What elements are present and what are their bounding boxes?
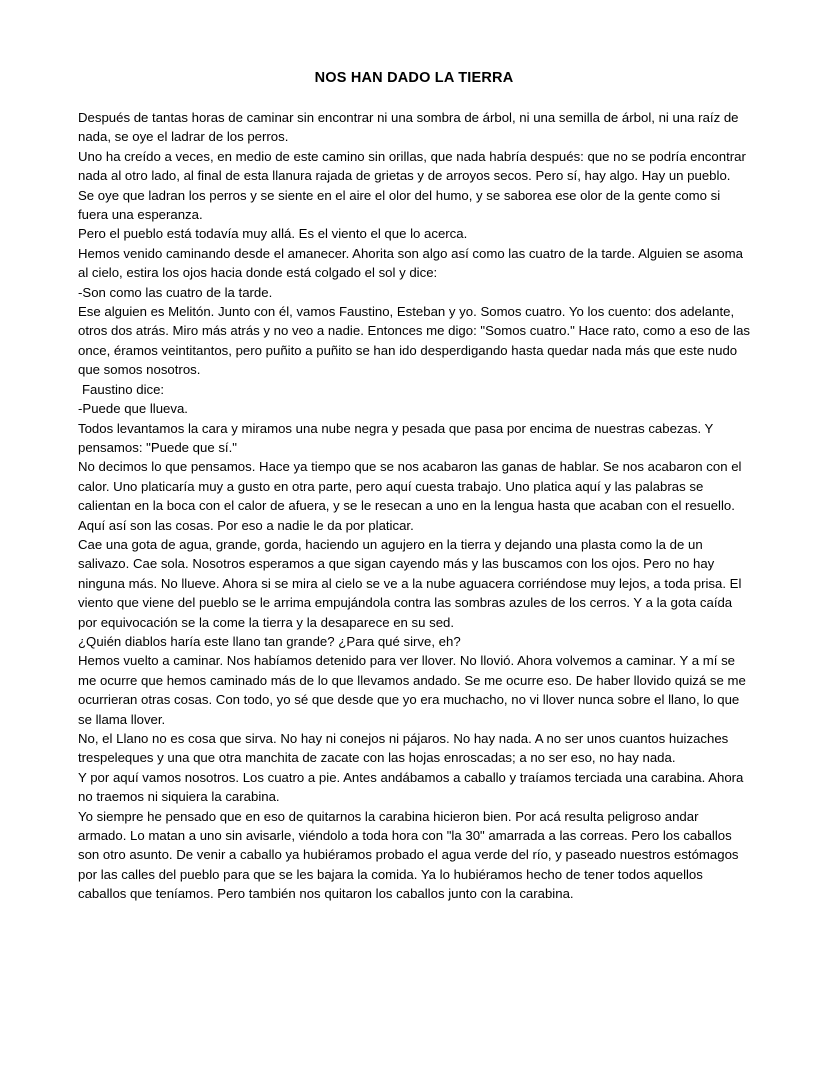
- page-title: NOS HAN DADO LA TIERRA: [314, 70, 514, 86]
- paragraph: Faustino dice:: [82, 381, 165, 397]
- paragraph: Ese alguien es Melitón. Junto con él, vamos Faustino, Esteban y yo. Somos cuatro. Yo los cuento: dos adelante, otros dos atrás. Miro más atrás y no veo a nadie. Entonces me digo: "Somos cuatro." Hace rato, como a eso de las once, éramos veintitantos, pero puñito a puñito se han ido desperdigando hasta quedar nada más que este nudo que somos nosotros.: [78, 304, 750, 378]
- paragraph: Todos levantamos la cara y miramos una nube negra y pesada que pasa por encima de nuestras cabezas. Y pensamos: "Puede que sí.": [78, 420, 714, 455]
- paragraph: Después de tantas horas de caminar sin encontrar ni una sombra de árbol, ni una semilla de árbol, ni una raíz de nada, se oye el ladrar de los perros.: [78, 110, 739, 145]
- paragraph: Y por aquí vamos nosotros. Los cuatro a pie. Antes andábamos a caballo y traíamos terciada una carabina. Ahora no traemos ni siquiera la carabina.: [78, 769, 744, 805]
- document-body: [78, 108, 750, 904]
- paragraph-dialogue: -Son como las cuatro de la tarde.: [78, 284, 273, 300]
- paragraph: No decimos lo que pensamos. Hace ya tiempo que se nos acabaron las ganas de hablar. Se nos acabaron con el calor. Uno platicaría muy a gusto en otra parte, pero aquí cuesta trabajo. Uno platica aquí y las palabras se calientan en la boca con el calor de afuera, y se le resecan a uno en la lengua hasta que acaban con el resuello. Aquí así son las cosas. Por eso a nadie le da por platicar.: [78, 459, 742, 533]
- paragraph: Uno ha creído a veces, en medio de este camino sin orillas, que nada habría después: que no se podría encontrar nada al otro lado, al final de esta llanura rajada de grietas y de arroyos secos. Pero sí, hay algo. Hay un pueblo. Se oye que ladran los perros y se siente en el aire el olor del humo, y se saborea ese olor de la gente como si fuera una esperanza.: [78, 148, 746, 223]
- paragraph: Cae una gota de agua, grande, gorda, haciendo un agujero en la tierra y dejando una plasta como la de un salivazo. Cae sola. Nosotros esperamos a que sigan cayendo más y las buscamos con los ojos. Pero no hay ninguna más. No llueve. Ahora si se mira al cielo se ve a la nube aguacera corriéndose muy lejos, a toda prisa. El viento que viene del pueblo se le arrima empujándola contra las sombras azules de los cerros. Y a la gota caída por equivocación se la come la tierra y la desaparece en su sed.: [78, 536, 742, 630]
- paragraph: Pero el pueblo está todavía muy allá. Es el viento el que lo acerca.: [78, 226, 468, 242]
- paragraph: Yo siempre he pensado que en eso de quitarnos la carabina hicieron bien. Por acá resulta peligroso andar armado. Lo matan a uno sin avisarle, viéndolo a toda hora con "la 30" amarrada a las correas. Pero los caballos son otro asunto. De venir a caballo ya hubiéramos probado el agua verde del río, y paseado nuestros estómagos por las calles del pueblo para que se les bajara la comida. Ya lo hubiéramos hecho de tener todos aquellos caballos que teníamos. Pero también nos quitaron los caballos junto con la carabina.: [78, 808, 739, 902]
- paragraph: Hemos venido caminando desde el amanecer. Ahorita son algo así como las cuatro de la tarde. Alguien se asoma al cielo, estira los ojos hacia donde está colgado el sol y dice:: [78, 245, 743, 281]
- paragraph: No, el Llano no es cosa que sirva. No hay ni conejos ni pájaros. No hay nada. A no ser unos cuantos huizaches trespeleques y una que otra manchita de zacate con las hojas enroscadas; a no ser eso, no hay nada.: [78, 731, 729, 766]
- paragraph-dialogue: -Puede que llueva.: [78, 401, 188, 417]
- paragraph: Hemos vuelto a caminar. Nos habíamos detenido para ver llover. No llovió. Ahora volvemos a caminar. Y a mí se me ocurre que hemos caminado más de lo que llevamos andado. Se me ocurre eso. De haber llovido quizá se me ocurrieran otras cosas. Con todo, yo sé que desde que yo era muchacho, no vi llover nunca sobre el llano, lo que se llama llover.: [78, 653, 746, 727]
- paragraph: ¿Quién diablos haría este llano tan grande? ¿Para qué sirve, eh?: [78, 633, 461, 649]
